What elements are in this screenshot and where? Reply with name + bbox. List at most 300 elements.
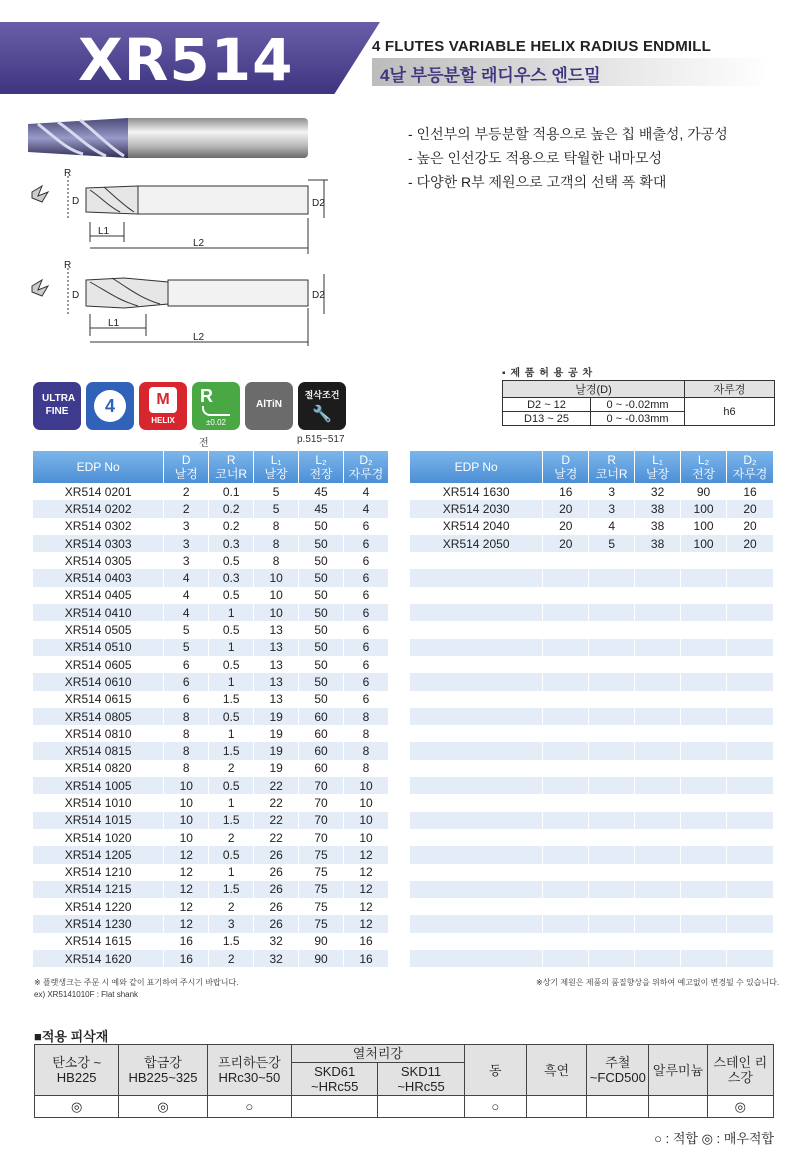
value-cell: 4 [164,604,209,621]
value-cell [589,708,635,725]
edp-cell: XR514 1015 [33,812,164,829]
value-cell: 19 [254,725,299,742]
value-cell [543,950,589,967]
value-cell: 12 [344,898,389,915]
edp-cell: XR514 1220 [33,898,164,915]
value-cell: 100 [681,500,727,517]
value-cell: 5 [254,483,299,500]
value-cell: 2 [209,829,254,846]
value-cell [681,915,727,932]
radius-letter: R [200,386,213,406]
value-cell: 32 [254,950,299,967]
label-d-1: D [72,196,80,207]
value-cell: 0.5 [209,846,254,863]
col-l2: L₂ 전장 [299,451,344,483]
value-cell [681,950,727,967]
value-cell: 70 [299,794,344,811]
value-cell: 8 [254,518,299,535]
value-cell: 1 [209,794,254,811]
value-cell: 12 [164,915,209,932]
value-cell: 3 [589,500,635,517]
edp-cell: XR514 0510 [33,639,164,656]
value-cell: 13 [254,639,299,656]
edp-cell [410,950,543,967]
value-cell [681,725,727,742]
mat-graphite: 흑연 [526,1045,586,1096]
edp-cell: XR514 0405 [33,587,164,604]
edp-cell: XR514 1210 [33,864,164,881]
value-cell [727,760,774,777]
edp-cell [410,812,543,829]
badge-label-all-sizes: 전 [199,438,209,449]
table-row [33,552,389,569]
value-cell: 6 [344,673,389,690]
value-cell: 26 [254,864,299,881]
value-cell: 90 [299,950,344,967]
value-cell: 20 [543,500,589,517]
value-cell: 50 [299,639,344,656]
value-cell: 10 [164,794,209,811]
value-cell: 8 [164,708,209,725]
mat-stainless: 스테인 리스강 [707,1045,773,1096]
table-row [410,898,774,915]
value-cell [543,691,589,708]
value-cell [589,725,635,742]
value-cell: 20 [543,518,589,535]
spec-table-right [410,451,774,967]
table-row [410,604,774,621]
value-cell [681,587,727,604]
edp-cell: XR514 0201 [33,483,164,500]
value-cell [543,794,589,811]
edp-cell [410,656,543,673]
edp-cell: XR514 1005 [33,777,164,794]
value-cell [543,829,589,846]
mark-cell [526,1096,586,1118]
mat-heat-treated-steel: 열처리강 [292,1045,465,1063]
value-cell: 12 [344,915,389,932]
coating-badge [245,382,293,430]
label-l2-2: L2 [193,332,205,343]
value-cell: 0.2 [209,518,254,535]
value-cell: 12 [344,846,389,863]
value-cell: 75 [299,864,344,881]
table-body-right [410,483,774,967]
value-cell [681,760,727,777]
edp-cell: XR514 0202 [33,500,164,517]
value-cell [543,846,589,863]
value-cell: 1.5 [209,933,254,950]
value-cell: 0.5 [209,587,254,604]
value-cell: 13 [254,656,299,673]
edp-cell [410,846,543,863]
edp-cell [410,691,543,708]
edp-cell [410,552,543,569]
subtitle-kr: 4날 부등분할 래디우스 엔드밀 [380,66,601,85]
helix-m: M [149,387,177,413]
value-cell [589,621,635,638]
value-cell: 3 [164,535,209,552]
value-cell: 100 [681,518,727,535]
value-cell [635,829,681,846]
edp-cell: XR514 2030 [410,500,543,517]
edp-cell: XR514 0815 [33,742,164,759]
col-l2: L₂ 전장 [681,451,727,483]
value-cell [635,760,681,777]
value-cell: 2 [164,483,209,500]
mark-cell: ◎ [119,1096,207,1118]
value-cell: 1.5 [209,691,254,708]
edp-cell: XR514 1615 [33,933,164,950]
edp-cell: XR514 0810 [33,725,164,742]
value-cell: 60 [299,725,344,742]
value-cell [727,777,774,794]
table-row [33,794,389,811]
value-cell: 90 [299,933,344,950]
value-cell [635,915,681,932]
value-cell: 26 [254,898,299,915]
mark-cell: ○ [207,1096,291,1118]
edp-cell [410,794,543,811]
table-row [410,742,774,759]
value-cell: 2 [209,760,254,777]
table-row [33,500,389,517]
value-cell: 75 [299,898,344,915]
helix-badge [139,382,187,430]
col-d: D 날경 [164,451,209,483]
table-row [410,725,774,742]
table-row [410,621,774,638]
value-cell [727,656,774,673]
tool-photo [28,110,318,170]
value-cell [681,673,727,690]
value-cell [727,621,774,638]
mark-cell [587,1096,649,1118]
value-cell [727,881,774,898]
value-cell: 22 [254,812,299,829]
value-cell: 0.3 [209,535,254,552]
value-cell: 2 [164,500,209,517]
value-cell: 2 [209,950,254,967]
table-row [33,846,389,863]
value-cell [727,898,774,915]
value-cell: 22 [254,794,299,811]
value-cell [543,604,589,621]
value-cell [727,604,774,621]
value-cell: 8 [344,725,389,742]
mat-aluminum: 알루미늄 [649,1045,707,1096]
tolerance-table [502,380,775,426]
edp-cell: XR514 1620 [33,950,164,967]
value-cell [727,933,774,950]
table-row [410,483,774,500]
value-cell [635,777,681,794]
edp-cell [410,569,543,586]
value-cell [635,864,681,881]
value-cell [681,812,727,829]
col-l1: L₁ 날장 [635,451,681,483]
value-cell [589,812,635,829]
tol-value: 0 ~ -0.02mm [591,398,685,412]
table-row [410,933,774,950]
value-cell [727,829,774,846]
helix-text: HELIX [151,416,175,425]
table-row [410,569,774,586]
edp-cell [410,742,543,759]
mat-prehardened-steel: 프리하든강 HRc30~50 [207,1045,291,1096]
value-cell: 1 [209,639,254,656]
value-cell [635,881,681,898]
table-row [33,898,389,915]
value-cell [543,708,589,725]
value-cell [727,569,774,586]
feature-item: - 인선부의 부등분할 적용으로 높은 칩 배출성, 가공성 [408,126,728,142]
value-cell [727,812,774,829]
edp-cell [410,673,543,690]
value-cell: 70 [299,812,344,829]
value-cell: 1.5 [209,812,254,829]
value-cell [589,691,635,708]
table-row [33,864,389,881]
flutes-number: 4 [94,390,126,422]
value-cell: 10 [344,829,389,846]
value-cell: 1 [209,864,254,881]
tolerance-title: ▪ 제 품 허 용 공 차 [502,368,594,379]
value-cell [543,812,589,829]
value-cell: 12 [164,864,209,881]
value-cell [727,864,774,881]
value-cell: 19 [254,742,299,759]
value-cell: 0.3 [209,569,254,586]
value-cell: 12 [344,881,389,898]
value-cell: 26 [254,915,299,932]
value-cell: 12 [164,846,209,863]
table-row [33,673,389,690]
edp-cell: XR514 0805 [33,708,164,725]
value-cell [727,639,774,656]
value-cell [543,933,589,950]
value-cell: 20 [727,500,774,517]
table-row [33,812,389,829]
table-row [33,587,389,604]
value-cell [635,950,681,967]
table-row [410,708,774,725]
table-row [33,742,389,759]
table-row [410,587,774,604]
materials-legend: ○ : 적합 ◎ : 매우적합 [654,1131,774,1146]
value-cell [681,794,727,811]
value-cell: 8 [344,708,389,725]
value-cell: 50 [299,569,344,586]
value-cell: 60 [299,760,344,777]
value-cell: 50 [299,587,344,604]
value-cell: 100 [681,535,727,552]
value-cell [681,691,727,708]
table-row [33,725,389,742]
table-row [410,812,774,829]
value-cell [681,742,727,759]
value-cell [543,725,589,742]
value-cell: 32 [635,483,681,500]
table-row [410,794,774,811]
mat-skd11: SKD11 ~HRc55 [378,1063,464,1096]
value-cell [635,725,681,742]
value-cell [543,777,589,794]
table-row [33,483,389,500]
value-cell [681,864,727,881]
value-cell: 26 [254,881,299,898]
value-cell [635,794,681,811]
edp-cell [410,604,543,621]
table-row [410,691,774,708]
label-l2-1: L2 [193,238,205,249]
edp-cell [410,915,543,932]
value-cell [589,552,635,569]
badge-label-pages[interactable]: p.515~517 [297,434,345,445]
value-cell: 4 [164,569,209,586]
value-cell: 5 [589,535,635,552]
value-cell: 10 [344,794,389,811]
value-cell: 0.5 [209,552,254,569]
value-cell [543,673,589,690]
edp-cell: XR514 1020 [33,829,164,846]
table-row [410,552,774,569]
value-cell [635,846,681,863]
subtitle-en: 4 FLUTES VARIABLE HELIX RADIUS ENDMILL [372,38,711,55]
table-row [410,639,774,656]
value-cell [635,691,681,708]
table-row [410,777,774,794]
value-cell: 10 [164,777,209,794]
table-row [410,915,774,932]
value-cell: 50 [299,673,344,690]
materials-title: ■적용 피삭재 [34,1029,109,1044]
table-row [33,621,389,638]
edp-cell [410,587,543,604]
radius-icon [202,406,230,416]
table-row [33,777,389,794]
value-cell: 50 [299,535,344,552]
value-cell: 8 [344,760,389,777]
edp-cell: XR514 0403 [33,569,164,586]
value-cell [589,587,635,604]
value-cell: 6 [344,552,389,569]
radius-badge [192,382,240,430]
label-d2-2: D2 [312,290,325,301]
table-row [33,760,389,777]
edp-cell [410,829,543,846]
mat-copper: 동 [464,1045,526,1096]
mat-skd61: SKD61 ~HRc55 [292,1063,378,1096]
value-cell: 6 [344,518,389,535]
value-cell: 10 [164,829,209,846]
table-row [33,915,389,932]
table-row [410,673,774,690]
value-cell [589,864,635,881]
value-cell [681,552,727,569]
value-cell: 16 [543,483,589,500]
value-cell: 6 [344,639,389,656]
value-cell: 70 [299,829,344,846]
tol-head-dia: 날경(D) [503,381,685,398]
value-cell [635,742,681,759]
value-cell: 6 [344,691,389,708]
wrench-icon: 🔧 [312,406,332,423]
value-cell [543,898,589,915]
value-cell [589,760,635,777]
header [0,0,800,112]
coating-text: AlTiN [256,399,282,410]
edp-cell [410,725,543,742]
value-cell [543,656,589,673]
value-cell: 90 [681,483,727,500]
value-cell [727,673,774,690]
edp-cell: XR514 1230 [33,915,164,932]
value-cell [681,898,727,915]
tol-value: 0 ~ -0.03mm [591,412,685,426]
value-cell: 20 [543,535,589,552]
mark-cell: ◎ [707,1096,773,1118]
value-cell [635,933,681,950]
value-cell: 50 [299,518,344,535]
value-cell: 2 [209,898,254,915]
value-cell [681,829,727,846]
value-cell [543,552,589,569]
value-cell [589,933,635,950]
value-cell: 45 [299,500,344,517]
value-cell: 16 [344,933,389,950]
value-cell: 75 [299,846,344,863]
value-cell: 13 [254,691,299,708]
col-edp: EDP No [33,451,164,483]
edp-cell: XR514 0305 [33,552,164,569]
value-cell [589,656,635,673]
value-cell: 16 [164,933,209,950]
table-row [33,656,389,673]
note-flat-shank: ※ 플랫생크는 주문 시 예와 같이 표기하여 주시기 바랍니다. ex) XR5141010F : Flat shank [34,978,239,999]
value-cell: 1 [209,673,254,690]
value-cell: 38 [635,518,681,535]
value-cell [589,881,635,898]
value-cell: 75 [299,915,344,932]
ultra-fine-badge: ULTRA FINE [33,382,81,430]
col-r: R 코너R [209,451,254,483]
mark-cell [378,1096,464,1118]
value-cell: 0.5 [209,621,254,638]
value-cell: 16 [727,483,774,500]
value-cell [589,604,635,621]
table-body-left [33,483,389,967]
value-cell [635,708,681,725]
value-cell [589,915,635,932]
tool-drawing [28,168,338,348]
value-cell: 4 [589,518,635,535]
col-l1: L₁ 날장 [254,451,299,483]
value-cell [543,915,589,932]
feature-item: - 높은 인선강도 적용으로 탁월한 내마모성 [408,150,663,166]
value-cell [727,708,774,725]
value-cell [589,639,635,656]
value-cell: 50 [299,656,344,673]
col-edp: EDP No [410,451,543,483]
table-row [33,950,389,967]
tol-range: D2 ~ 12 [503,398,591,412]
value-cell [543,742,589,759]
table-row [33,535,389,552]
value-cell [681,881,727,898]
materials-marks-row [35,1096,774,1118]
label-d2-1: D2 [312,198,325,209]
